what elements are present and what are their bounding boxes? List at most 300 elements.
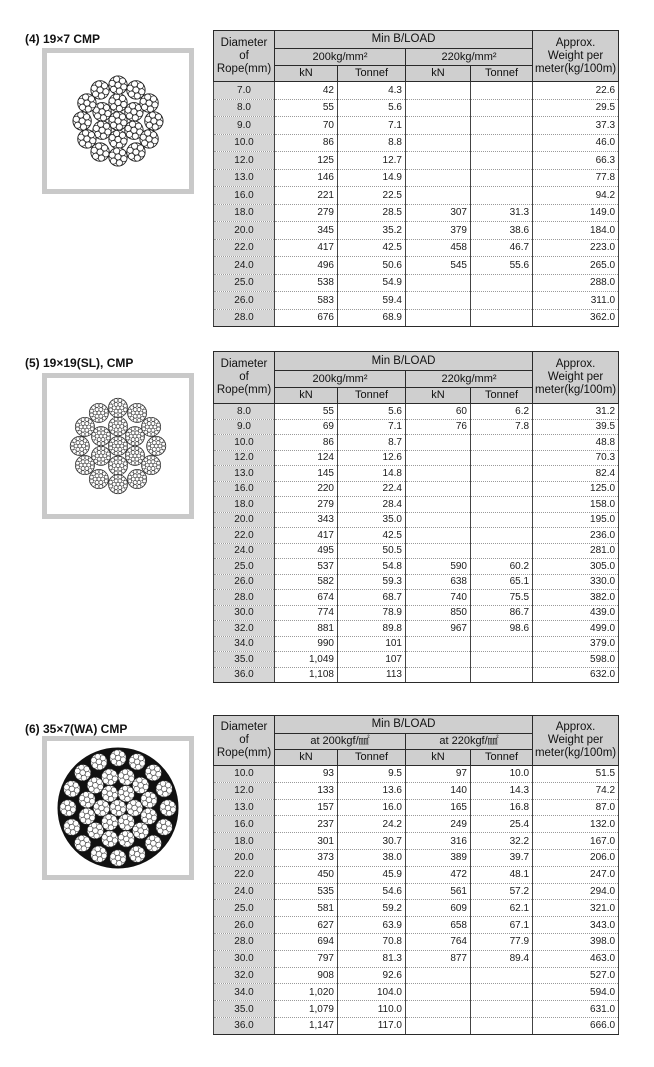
- cell-weight: 398.0: [533, 933, 619, 950]
- table-row: [214, 543, 619, 559]
- cell-weight: 77.8: [533, 169, 619, 187]
- cell-tonnef-220: [471, 967, 533, 984]
- cell-tonnef-200: 50.6: [338, 257, 406, 275]
- rope-cross-section-35x7-icon: [47, 741, 189, 875]
- cell-kn-200: 157: [275, 799, 338, 816]
- cell-kn-220: 379: [406, 222, 471, 240]
- cell-kn-200: 220: [275, 481, 338, 497]
- cell-weight: 362.0: [533, 309, 619, 327]
- table-row: [214, 621, 619, 637]
- cell-tonnef-200: 5.6: [338, 99, 406, 117]
- spec-table-19x19: [213, 351, 619, 683]
- cell-diameter: 22.0: [214, 866, 275, 883]
- header-kn: kN: [275, 750, 338, 766]
- cell-tonnef-200: 14.8: [338, 466, 406, 482]
- header-kn: kN: [406, 388, 471, 404]
- cell-tonnef-200: 54.9: [338, 274, 406, 292]
- cell-tonnef-220: [471, 667, 533, 683]
- cell-tonnef-200: 68.9: [338, 309, 406, 327]
- cell-tonnef-200: 107: [338, 652, 406, 668]
- cell-kn-200: 343: [275, 512, 338, 528]
- cell-kn-200: 538: [275, 274, 338, 292]
- cell-kn-200: 881: [275, 621, 338, 637]
- cell-kn-200: 908: [275, 967, 338, 984]
- cell-kn-220: 967: [406, 621, 471, 637]
- table-row: [214, 99, 619, 117]
- table-row: [214, 866, 619, 883]
- table-row: [214, 309, 619, 327]
- cell-kn-220: [406, 274, 471, 292]
- cell-weight: 184.0: [533, 222, 619, 240]
- cell-kn-200: 535: [275, 883, 338, 900]
- cell-kn-220: 740: [406, 590, 471, 606]
- cell-tonnef-200: 7.1: [338, 117, 406, 135]
- cell-diameter: 18.0: [214, 204, 275, 222]
- cell-weight: 223.0: [533, 239, 619, 257]
- cell-weight: 94.2: [533, 187, 619, 205]
- cell-tonnef-220: [471, 117, 533, 135]
- cell-tonnef-220: 14.3: [471, 782, 533, 799]
- cell-tonnef-220: [471, 512, 533, 528]
- cell-diameter: 34.0: [214, 984, 275, 1001]
- cell-diameter: 20.0: [214, 222, 275, 240]
- cell-kn-200: 237: [275, 816, 338, 833]
- cell-kn-220: [406, 435, 471, 451]
- cell-kn-220: 472: [406, 866, 471, 883]
- cell-weight: 29.5: [533, 99, 619, 117]
- section-title-19x19: (5) 19×19(SL), CMP: [25, 356, 134, 370]
- cell-kn-200: 417: [275, 528, 338, 544]
- cell-kn-200: 124: [275, 450, 338, 466]
- cell-diameter: 13.0: [214, 466, 275, 482]
- cell-kn-220: 60: [406, 404, 471, 420]
- cell-diameter: 8.0: [214, 99, 275, 117]
- cell-kn-220: 561: [406, 883, 471, 900]
- cell-kn-220: 165: [406, 799, 471, 816]
- table-row: [214, 528, 619, 544]
- cell-tonnef-200: 104.0: [338, 984, 406, 1001]
- cell-tonnef-200: 54.6: [338, 883, 406, 900]
- cell-diameter: 7.0: [214, 82, 275, 100]
- table-row: [214, 222, 619, 240]
- cell-tonnef-200: 110.0: [338, 1001, 406, 1018]
- cell-kn-200: 694: [275, 933, 338, 950]
- cell-kn-220: 249: [406, 816, 471, 833]
- cell-diameter: 22.0: [214, 528, 275, 544]
- cell-diameter: 32.0: [214, 621, 275, 637]
- table-row: [214, 497, 619, 513]
- table-row: [214, 900, 619, 917]
- cell-tonnef-220: [471, 528, 533, 544]
- cell-kn-220: [406, 187, 471, 205]
- cell-kn-220: [406, 497, 471, 513]
- cell-tonnef-220: [471, 82, 533, 100]
- cell-kn-220: [406, 967, 471, 984]
- table-row: [214, 849, 619, 866]
- cell-kn-200: 69: [275, 419, 338, 435]
- cell-kn-200: 990: [275, 636, 338, 652]
- cell-diameter: 26.0: [214, 574, 275, 590]
- cell-diameter: 22.0: [214, 239, 275, 257]
- cell-kn-200: 581: [275, 900, 338, 917]
- cell-kn-200: 495: [275, 543, 338, 559]
- cell-weight: 22.6: [533, 82, 619, 100]
- cell-weight: 236.0: [533, 528, 619, 544]
- cell-kn-220: 97: [406, 766, 471, 783]
- cell-kn-220: [406, 134, 471, 152]
- cell-weight: 598.0: [533, 652, 619, 668]
- table-row: [214, 667, 619, 683]
- header-min-load: Min B/LOAD: [275, 716, 533, 734]
- cell-kn-200: 1,049: [275, 652, 338, 668]
- cell-tonnef-200: 92.6: [338, 967, 406, 984]
- cell-weight: 87.0: [533, 799, 619, 816]
- cell-tonnef-220: [471, 292, 533, 310]
- cell-tonnef-220: 75.5: [471, 590, 533, 606]
- cell-diameter: 35.0: [214, 1001, 275, 1018]
- cell-weight: 82.4: [533, 466, 619, 482]
- cell-kn-220: 590: [406, 559, 471, 575]
- cell-tonnef-200: 113: [338, 667, 406, 683]
- table-row: [214, 883, 619, 900]
- cell-tonnef-200: 12.7: [338, 152, 406, 170]
- cell-tonnef-220: 7.8: [471, 419, 533, 435]
- cell-kn-200: 674: [275, 590, 338, 606]
- cell-kn-200: 55: [275, 99, 338, 117]
- cell-weight: 74.2: [533, 782, 619, 799]
- cell-kn-200: 86: [275, 435, 338, 451]
- cell-kn-200: 93: [275, 766, 338, 783]
- cell-tonnef-200: 22.5: [338, 187, 406, 205]
- header-grade-200: at 200kgf/㎟: [275, 734, 406, 750]
- cell-kn-220: 545: [406, 257, 471, 275]
- cell-tonnef-220: [471, 466, 533, 482]
- cell-weight: 632.0: [533, 667, 619, 683]
- header-kn: kN: [275, 66, 338, 82]
- header-tonnef: Tonnef: [338, 66, 406, 82]
- table-row: [214, 152, 619, 170]
- table-row: [214, 481, 619, 497]
- table-row: [214, 239, 619, 257]
- cell-tonnef-220: 32.2: [471, 833, 533, 850]
- table-row: [214, 816, 619, 833]
- cell-tonnef-220: [471, 169, 533, 187]
- cell-tonnef-220: [471, 274, 533, 292]
- cell-diameter: 12.0: [214, 782, 275, 799]
- cell-weight: 666.0: [533, 1017, 619, 1034]
- cell-tonnef-200: 63.9: [338, 917, 406, 934]
- cell-kn-220: 850: [406, 605, 471, 621]
- cell-kn-200: 583: [275, 292, 338, 310]
- cell-tonnef-200: 12.6: [338, 450, 406, 466]
- cell-kn-220: 609: [406, 900, 471, 917]
- cell-kn-200: 1,020: [275, 984, 338, 1001]
- table-row: [214, 404, 619, 420]
- cell-tonnef-200: 117.0: [338, 1017, 406, 1034]
- cell-kn-200: 1,079: [275, 1001, 338, 1018]
- table-row: [214, 833, 619, 850]
- cell-tonnef-200: 8.8: [338, 134, 406, 152]
- cell-tonnef-220: 60.2: [471, 559, 533, 575]
- cell-diameter: 13.0: [214, 799, 275, 816]
- cell-weight: 265.0: [533, 257, 619, 275]
- cell-tonnef-200: 42.5: [338, 528, 406, 544]
- cell-tonnef-200: 16.0: [338, 799, 406, 816]
- cell-diameter: 20.0: [214, 849, 275, 866]
- header-min-load: Min B/LOAD: [275, 31, 533, 49]
- header-tonnef: Tonnef: [471, 388, 533, 404]
- cell-diameter: 10.0: [214, 766, 275, 783]
- cell-tonnef-200: 45.9: [338, 866, 406, 883]
- header-diameter: Diameter of Rope(mm): [214, 352, 275, 404]
- cell-kn-200: 279: [275, 204, 338, 222]
- cell-tonnef-200: 5.6: [338, 404, 406, 420]
- cell-diameter: 9.0: [214, 117, 275, 135]
- cell-kn-220: 638: [406, 574, 471, 590]
- header-grade-220: at 220kgf/㎟: [406, 734, 533, 750]
- cell-diameter: 36.0: [214, 667, 275, 683]
- cell-diameter: 34.0: [214, 636, 275, 652]
- table-row: [214, 967, 619, 984]
- cell-kn-220: 458: [406, 239, 471, 257]
- cell-weight: 499.0: [533, 621, 619, 637]
- cell-weight: 70.3: [533, 450, 619, 466]
- table-row: [214, 574, 619, 590]
- cell-tonnef-220: 57.2: [471, 883, 533, 900]
- cell-diameter: 28.0: [214, 309, 275, 327]
- cell-tonnef-220: 89.4: [471, 950, 533, 967]
- cell-weight: 158.0: [533, 497, 619, 513]
- cell-diameter: 25.0: [214, 559, 275, 575]
- cell-diameter: 13.0: [214, 169, 275, 187]
- table-row: [214, 257, 619, 275]
- cell-diameter: 28.0: [214, 933, 275, 950]
- header-grade-200: 200kg/mm²: [275, 49, 406, 66]
- header-diameter: Diameter of Rope(mm): [214, 31, 275, 82]
- cell-tonnef-220: 62.1: [471, 900, 533, 917]
- table-row: [214, 590, 619, 606]
- table-row: [214, 636, 619, 652]
- table-row: [214, 204, 619, 222]
- cell-weight: 439.0: [533, 605, 619, 621]
- cell-weight: 594.0: [533, 984, 619, 1001]
- cell-tonnef-220: [471, 497, 533, 513]
- cell-tonnef-200: 22.4: [338, 481, 406, 497]
- cell-tonnef-220: [471, 134, 533, 152]
- cell-kn-200: 125: [275, 152, 338, 170]
- cell-kn-220: [406, 309, 471, 327]
- rope-image-frame: [42, 373, 194, 519]
- cell-tonnef-200: 35.2: [338, 222, 406, 240]
- cell-tonnef-220: [471, 652, 533, 668]
- table-row: [214, 82, 619, 100]
- cell-tonnef-200: 7.1: [338, 419, 406, 435]
- table-row: [214, 782, 619, 799]
- table-row: [214, 134, 619, 152]
- cell-tonnef-220: 46.7: [471, 239, 533, 257]
- cell-kn-200: 301: [275, 833, 338, 850]
- cell-diameter: 8.0: [214, 404, 275, 420]
- section-title-19x7: (4) 19×7 CMP: [25, 32, 101, 46]
- cell-tonnef-200: 78.9: [338, 605, 406, 621]
- cell-kn-220: 76: [406, 419, 471, 435]
- cell-kn-200: 146: [275, 169, 338, 187]
- header-weight: Approx. Weight per meter(kg/100m): [533, 31, 619, 82]
- cell-weight: 37.3: [533, 117, 619, 135]
- cell-tonnef-200: 59.4: [338, 292, 406, 310]
- cell-kn-220: [406, 481, 471, 497]
- cell-tonnef-200: 59.2: [338, 900, 406, 917]
- cell-kn-200: 221: [275, 187, 338, 205]
- cell-tonnef-220: [471, 984, 533, 1001]
- cell-diameter: 30.0: [214, 605, 275, 621]
- cell-diameter: 25.0: [214, 274, 275, 292]
- header-kn: kN: [406, 66, 471, 82]
- spec-table-19x7: [213, 30, 619, 327]
- cell-weight: 51.5: [533, 766, 619, 783]
- header-weight: Approx. Weight per meter(kg/100m): [533, 716, 619, 766]
- cell-diameter: 20.0: [214, 512, 275, 528]
- header-tonnef: Tonnef: [471, 66, 533, 82]
- cell-tonnef-220: 55.6: [471, 257, 533, 275]
- cell-kn-220: [406, 652, 471, 668]
- cell-diameter: 24.0: [214, 883, 275, 900]
- cell-tonnef-220: 65.1: [471, 574, 533, 590]
- cell-tonnef-200: 35.0: [338, 512, 406, 528]
- cell-kn-200: 42: [275, 82, 338, 100]
- cell-kn-200: 145: [275, 466, 338, 482]
- cell-weight: 288.0: [533, 274, 619, 292]
- cell-kn-220: [406, 450, 471, 466]
- cell-kn-200: 496: [275, 257, 338, 275]
- cell-weight: 132.0: [533, 816, 619, 833]
- cell-weight: 305.0: [533, 559, 619, 575]
- rope-cross-section-19x19-icon: [47, 378, 189, 514]
- cell-kn-220: [406, 636, 471, 652]
- cell-weight: 46.0: [533, 134, 619, 152]
- cell-diameter: 24.0: [214, 257, 275, 275]
- cell-kn-200: 774: [275, 605, 338, 621]
- cell-kn-220: 764: [406, 933, 471, 950]
- cell-tonnef-220: 38.6: [471, 222, 533, 240]
- header-diameter: Diameter of Rope(mm): [214, 716, 275, 766]
- cell-tonnef-220: [471, 1001, 533, 1018]
- table-row: [214, 1017, 619, 1034]
- cell-kn-200: 1,108: [275, 667, 338, 683]
- cell-tonnef-220: [471, 99, 533, 117]
- cell-kn-220: [406, 1017, 471, 1034]
- table-row: [214, 917, 619, 934]
- cell-kn-200: 676: [275, 309, 338, 327]
- cell-tonnef-220: 16.8: [471, 799, 533, 816]
- cell-diameter: 30.0: [214, 950, 275, 967]
- cell-kn-220: [406, 292, 471, 310]
- cell-weight: 48.8: [533, 435, 619, 451]
- cell-diameter: 16.0: [214, 481, 275, 497]
- table-row: [214, 559, 619, 575]
- cell-tonnef-200: 24.2: [338, 816, 406, 833]
- table-row: [214, 169, 619, 187]
- header-tonnef: Tonnef: [338, 388, 406, 404]
- cell-tonnef-220: [471, 636, 533, 652]
- header-tonnef: Tonnef: [338, 750, 406, 766]
- table-row: [214, 512, 619, 528]
- cell-kn-220: [406, 984, 471, 1001]
- cell-diameter: 28.0: [214, 590, 275, 606]
- cell-tonnef-200: 30.7: [338, 833, 406, 850]
- cell-kn-220: [406, 99, 471, 117]
- cell-diameter: 12.0: [214, 450, 275, 466]
- cell-weight: 527.0: [533, 967, 619, 984]
- cell-tonnef-220: 6.2: [471, 404, 533, 420]
- cell-tonnef-220: 25.4: [471, 816, 533, 833]
- cell-diameter: 9.0: [214, 419, 275, 435]
- cell-kn-200: 797: [275, 950, 338, 967]
- cell-tonnef-200: 38.0: [338, 849, 406, 866]
- cell-kn-200: 133: [275, 782, 338, 799]
- cell-kn-200: 537: [275, 559, 338, 575]
- cell-tonnef-220: [471, 435, 533, 451]
- cell-weight: 330.0: [533, 574, 619, 590]
- header-grade-200: 200kg/mm²: [275, 371, 406, 388]
- cell-tonnef-220: [471, 309, 533, 327]
- header-weight: Approx. Weight per meter(kg/100m): [533, 352, 619, 404]
- header-tonnef: Tonnef: [471, 750, 533, 766]
- cell-weight: 206.0: [533, 849, 619, 866]
- cell-diameter: 25.0: [214, 900, 275, 917]
- table-row: [214, 435, 619, 451]
- cell-tonnef-200: 81.3: [338, 950, 406, 967]
- table-row: [214, 117, 619, 135]
- cell-weight: 247.0: [533, 866, 619, 883]
- cell-kn-220: [406, 528, 471, 544]
- cell-diameter: 18.0: [214, 497, 275, 513]
- table-row: [214, 450, 619, 466]
- cell-weight: 379.0: [533, 636, 619, 652]
- cell-tonnef-200: 28.4: [338, 497, 406, 513]
- header-grade-220: 220kg/mm²: [406, 371, 533, 388]
- cell-tonnef-220: [471, 152, 533, 170]
- cell-kn-220: [406, 667, 471, 683]
- cell-tonnef-220: 86.7: [471, 605, 533, 621]
- cell-tonnef-200: 70.8: [338, 933, 406, 950]
- cell-kn-220: [406, 169, 471, 187]
- cell-diameter: 32.0: [214, 967, 275, 984]
- table-row: [214, 766, 619, 783]
- cell-diameter: 10.0: [214, 134, 275, 152]
- rope-cross-section-19x7-icon: [47, 53, 189, 189]
- table-row: [214, 950, 619, 967]
- header-min-load: Min B/LOAD: [275, 352, 533, 371]
- cell-tonnef-200: 13.6: [338, 782, 406, 799]
- table-row: [214, 984, 619, 1001]
- cell-tonnef-220: 31.3: [471, 204, 533, 222]
- cell-kn-220: [406, 152, 471, 170]
- cell-kn-200: 279: [275, 497, 338, 513]
- cell-weight: 294.0: [533, 883, 619, 900]
- table-row: [214, 466, 619, 482]
- table-row: [214, 1001, 619, 1018]
- cell-tonnef-220: 77.9: [471, 933, 533, 950]
- cell-kn-220: [406, 512, 471, 528]
- cell-tonnef-220: [471, 481, 533, 497]
- cell-kn-200: 450: [275, 866, 338, 883]
- table-row: [214, 933, 619, 950]
- cell-weight: 343.0: [533, 917, 619, 934]
- cell-tonnef-200: 101: [338, 636, 406, 652]
- cell-kn-220: [406, 82, 471, 100]
- cell-diameter: 35.0: [214, 652, 275, 668]
